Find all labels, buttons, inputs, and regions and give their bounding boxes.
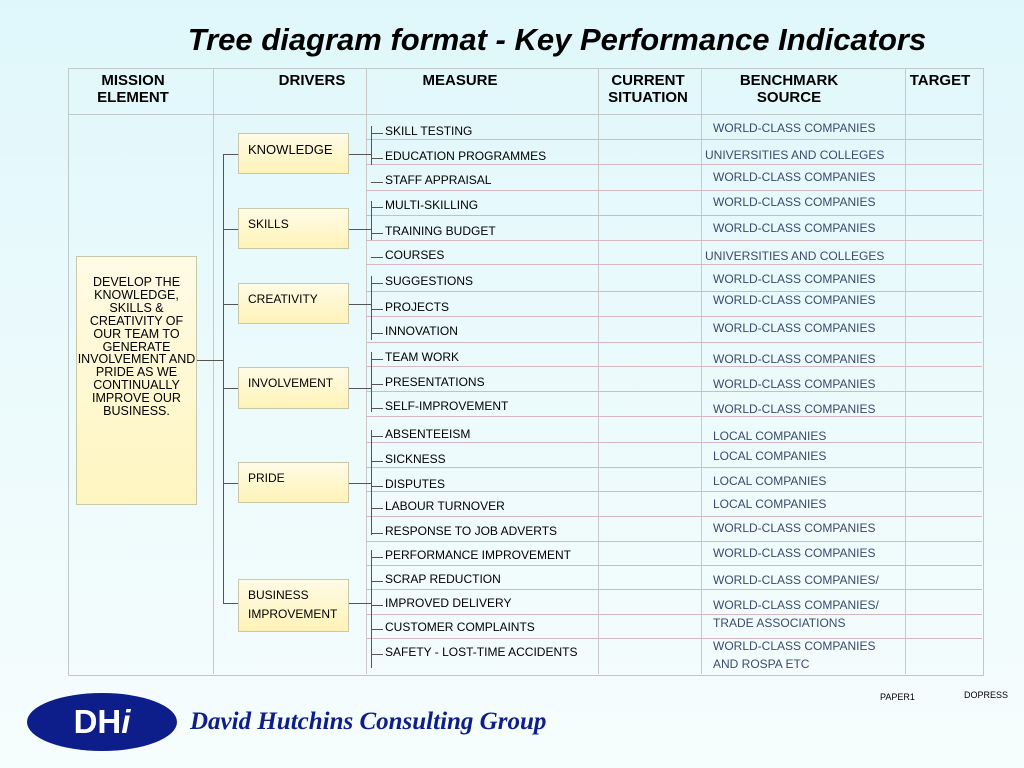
- connector-line: [349, 154, 371, 155]
- connector-line: [371, 207, 383, 208]
- benchmark-item: WORLD-CLASS COMPANIES: [713, 352, 876, 366]
- connector-line: [371, 126, 372, 165]
- column-divider: [598, 69, 599, 674]
- connector-line: [371, 550, 372, 668]
- page-title: Tree diagram format - Key Performance Indicators: [187, 22, 927, 57]
- connector-line: [371, 276, 372, 340]
- header-drivers: DRIVERS: [278, 72, 346, 89]
- footer-dopress-label: DOPRESS: [964, 690, 1009, 700]
- connector-line: [371, 557, 383, 558]
- benchmark-item: LOCAL COMPANIES: [713, 449, 827, 463]
- measure-item: SKILL TESTING: [385, 124, 473, 138]
- driver-box: KNOWLEDGE: [238, 133, 349, 174]
- connector-line: [223, 229, 238, 230]
- header-benchmark: BENCHMARK SOURCE: [739, 72, 839, 106]
- benchmark-item: WORLD-CLASS COMPANIES: [713, 402, 876, 416]
- row-divider: [366, 516, 982, 517]
- measure-item: MULTI-SKILLING: [385, 198, 479, 212]
- connector-line: [371, 629, 383, 630]
- connector-line: [371, 182, 383, 183]
- measure-item: TRAINING BUDGET: [385, 224, 496, 238]
- connector-line: [371, 333, 383, 334]
- connector-line: [371, 654, 383, 655]
- benchmark-item: LOCAL COMPANIES: [713, 497, 827, 511]
- row-divider: [366, 190, 982, 191]
- measure-item: ABSENTEEISM: [385, 427, 471, 441]
- benchmark-item: WORLD-CLASS COMPANIES/: [713, 573, 879, 587]
- benchmark-item: WORLD-CLASS COMPANIES: [713, 272, 876, 286]
- header-current: CURRENT SITUATION: [608, 72, 688, 106]
- measure-item: COURSES: [385, 248, 445, 262]
- benchmark-item: WORLD-CLASS COMPANIES: [713, 546, 876, 560]
- footer-paper-label: PAPER1: [880, 692, 915, 702]
- measure-item: SUGGESTIONS: [385, 274, 474, 288]
- benchmark-item: WORLD-CLASS COMPANIES AND ROSPA ETC: [713, 639, 876, 671]
- mission-element-box: DEVELOP THE KNOWLEDGE, SKILLS & CREATIVITY OF OUR TEAM TO GENERATE INVOLVEMENT AND PRIDE AS WE CONTINUALLY IMPROVE OUR BUSINESS.: [76, 256, 197, 505]
- connector-line: [371, 133, 383, 134]
- measure-item: SCRAP REDUCTION: [385, 572, 501, 586]
- row-divider: [366, 589, 982, 590]
- connector-line: [349, 603, 371, 604]
- row-divider: [366, 391, 982, 392]
- measure-item: RESPONSE TO JOB ADVERTS: [385, 524, 558, 538]
- benchmark-item: WORLD-CLASS COMPANIES: [713, 195, 876, 209]
- measure-item: SICKNESS: [385, 452, 446, 466]
- row-divider: [366, 240, 982, 241]
- row-divider: [366, 565, 982, 566]
- connector-line: [223, 154, 224, 604]
- header-measure: MEASURE: [422, 72, 498, 89]
- column-divider: [905, 69, 906, 674]
- connector-line: [371, 257, 383, 258]
- row-divider: [366, 491, 982, 492]
- measure-item: STAFF APPRAISAL: [385, 173, 492, 187]
- connector-line: [371, 384, 383, 385]
- connector-line: [371, 233, 383, 234]
- header-target: TARGET: [909, 72, 971, 89]
- row-divider: [366, 316, 982, 317]
- benchmark-item: UNIVERSITIES AND COLLEGES: [705, 249, 885, 263]
- row-divider: [366, 416, 982, 417]
- row-divider: [366, 291, 982, 292]
- benchmark-item: WORLD-CLASS COMPANIES: [713, 321, 876, 335]
- row-divider: [366, 139, 982, 140]
- connector-line: [371, 158, 383, 159]
- benchmark-item: LOCAL COMPANIES: [713, 474, 827, 488]
- benchmark-item: WORLD-CLASS COMPANIES: [713, 121, 876, 135]
- connector-line: [223, 388, 238, 389]
- measure-item: CUSTOMER COMPLAINTS: [385, 620, 535, 634]
- measure-item: PRESENTATIONS: [385, 375, 485, 389]
- logo-text: DH: [73, 703, 122, 740]
- benchmark-item: WORLD-CLASS COMPANIES: [713, 221, 876, 235]
- driver-box: INVOLVEMENT: [238, 367, 349, 409]
- measure-item: DISPUTES: [385, 477, 446, 491]
- column-divider: [366, 69, 367, 674]
- connector-line: [349, 229, 371, 230]
- driver-box: BUSINESS IMPROVEMENT: [238, 579, 349, 632]
- logo-italic: i: [121, 703, 131, 740]
- row-divider: [366, 215, 982, 216]
- connector-line: [371, 508, 383, 509]
- driver-box: PRIDE: [238, 462, 349, 503]
- driver-box: CREATIVITY: [238, 283, 349, 324]
- row-divider: [366, 442, 982, 443]
- header-separator: [69, 114, 982, 115]
- measure-item: LABOUR TURNOVER: [385, 499, 505, 513]
- column-divider: [213, 69, 214, 674]
- connector-line: [371, 436, 383, 437]
- connector-line: [223, 304, 238, 305]
- dhi-logo: [27, 693, 177, 751]
- measure-item: INNOVATION: [385, 324, 458, 338]
- benchmark-item: LOCAL COMPANIES: [713, 429, 827, 443]
- connector-line: [371, 408, 383, 409]
- benchmark-item: WORLD-CLASS COMPANIES: [713, 293, 876, 307]
- measure-item: EDUCATION PROGRAMMES: [385, 149, 547, 163]
- row-divider: [366, 264, 982, 265]
- company-name: David Hutchins Consulting Group: [190, 708, 547, 735]
- row-divider: [366, 366, 982, 367]
- measure-item: PROJECTS: [385, 300, 450, 314]
- measure-item: SAFETY - LOST-TIME ACCIDENTS: [385, 645, 578, 659]
- connector-line: [371, 533, 383, 534]
- connector-line: [371, 430, 372, 535]
- measure-item: SELF-IMPROVEMENT: [385, 399, 509, 413]
- row-divider: [366, 541, 982, 542]
- connector-line: [371, 359, 383, 360]
- benchmark-item: WORLD-CLASS COMPANIES/ TRADE ASSOCIATIONS: [713, 598, 879, 630]
- connector-line: [349, 304, 371, 305]
- driver-box: SKILLS: [238, 208, 349, 249]
- connector-line: [223, 154, 238, 155]
- benchmark-item: WORLD-CLASS COMPANIES: [713, 170, 876, 184]
- row-divider: [366, 342, 982, 343]
- measure-item: IMPROVED DELIVERY: [385, 596, 512, 610]
- connector-line: [349, 388, 371, 389]
- connector-line: [197, 360, 224, 361]
- connector-line: [371, 309, 383, 310]
- column-divider: [701, 69, 702, 674]
- connector-line: [371, 352, 372, 412]
- connector-line: [371, 605, 383, 606]
- row-divider: [366, 164, 982, 165]
- connector-line: [371, 486, 383, 487]
- header-mission: MISSION ELEMENT: [97, 72, 169, 106]
- measure-item: TEAM WORK: [385, 350, 459, 364]
- connector-line: [349, 483, 371, 484]
- connector-line: [223, 603, 238, 604]
- measure-item: PERFORMANCE IMPROVEMENT: [385, 548, 572, 562]
- benchmark-item: WORLD-CLASS COMPANIES: [713, 521, 876, 535]
- connector-line: [371, 283, 383, 284]
- benchmark-item: WORLD-CLASS COMPANIES: [713, 377, 876, 391]
- row-divider: [366, 467, 982, 468]
- connector-line: [371, 461, 383, 462]
- connector-line: [371, 581, 383, 582]
- connector-line: [223, 483, 238, 484]
- benchmark-item: UNIVERSITIES AND COLLEGES: [705, 148, 885, 162]
